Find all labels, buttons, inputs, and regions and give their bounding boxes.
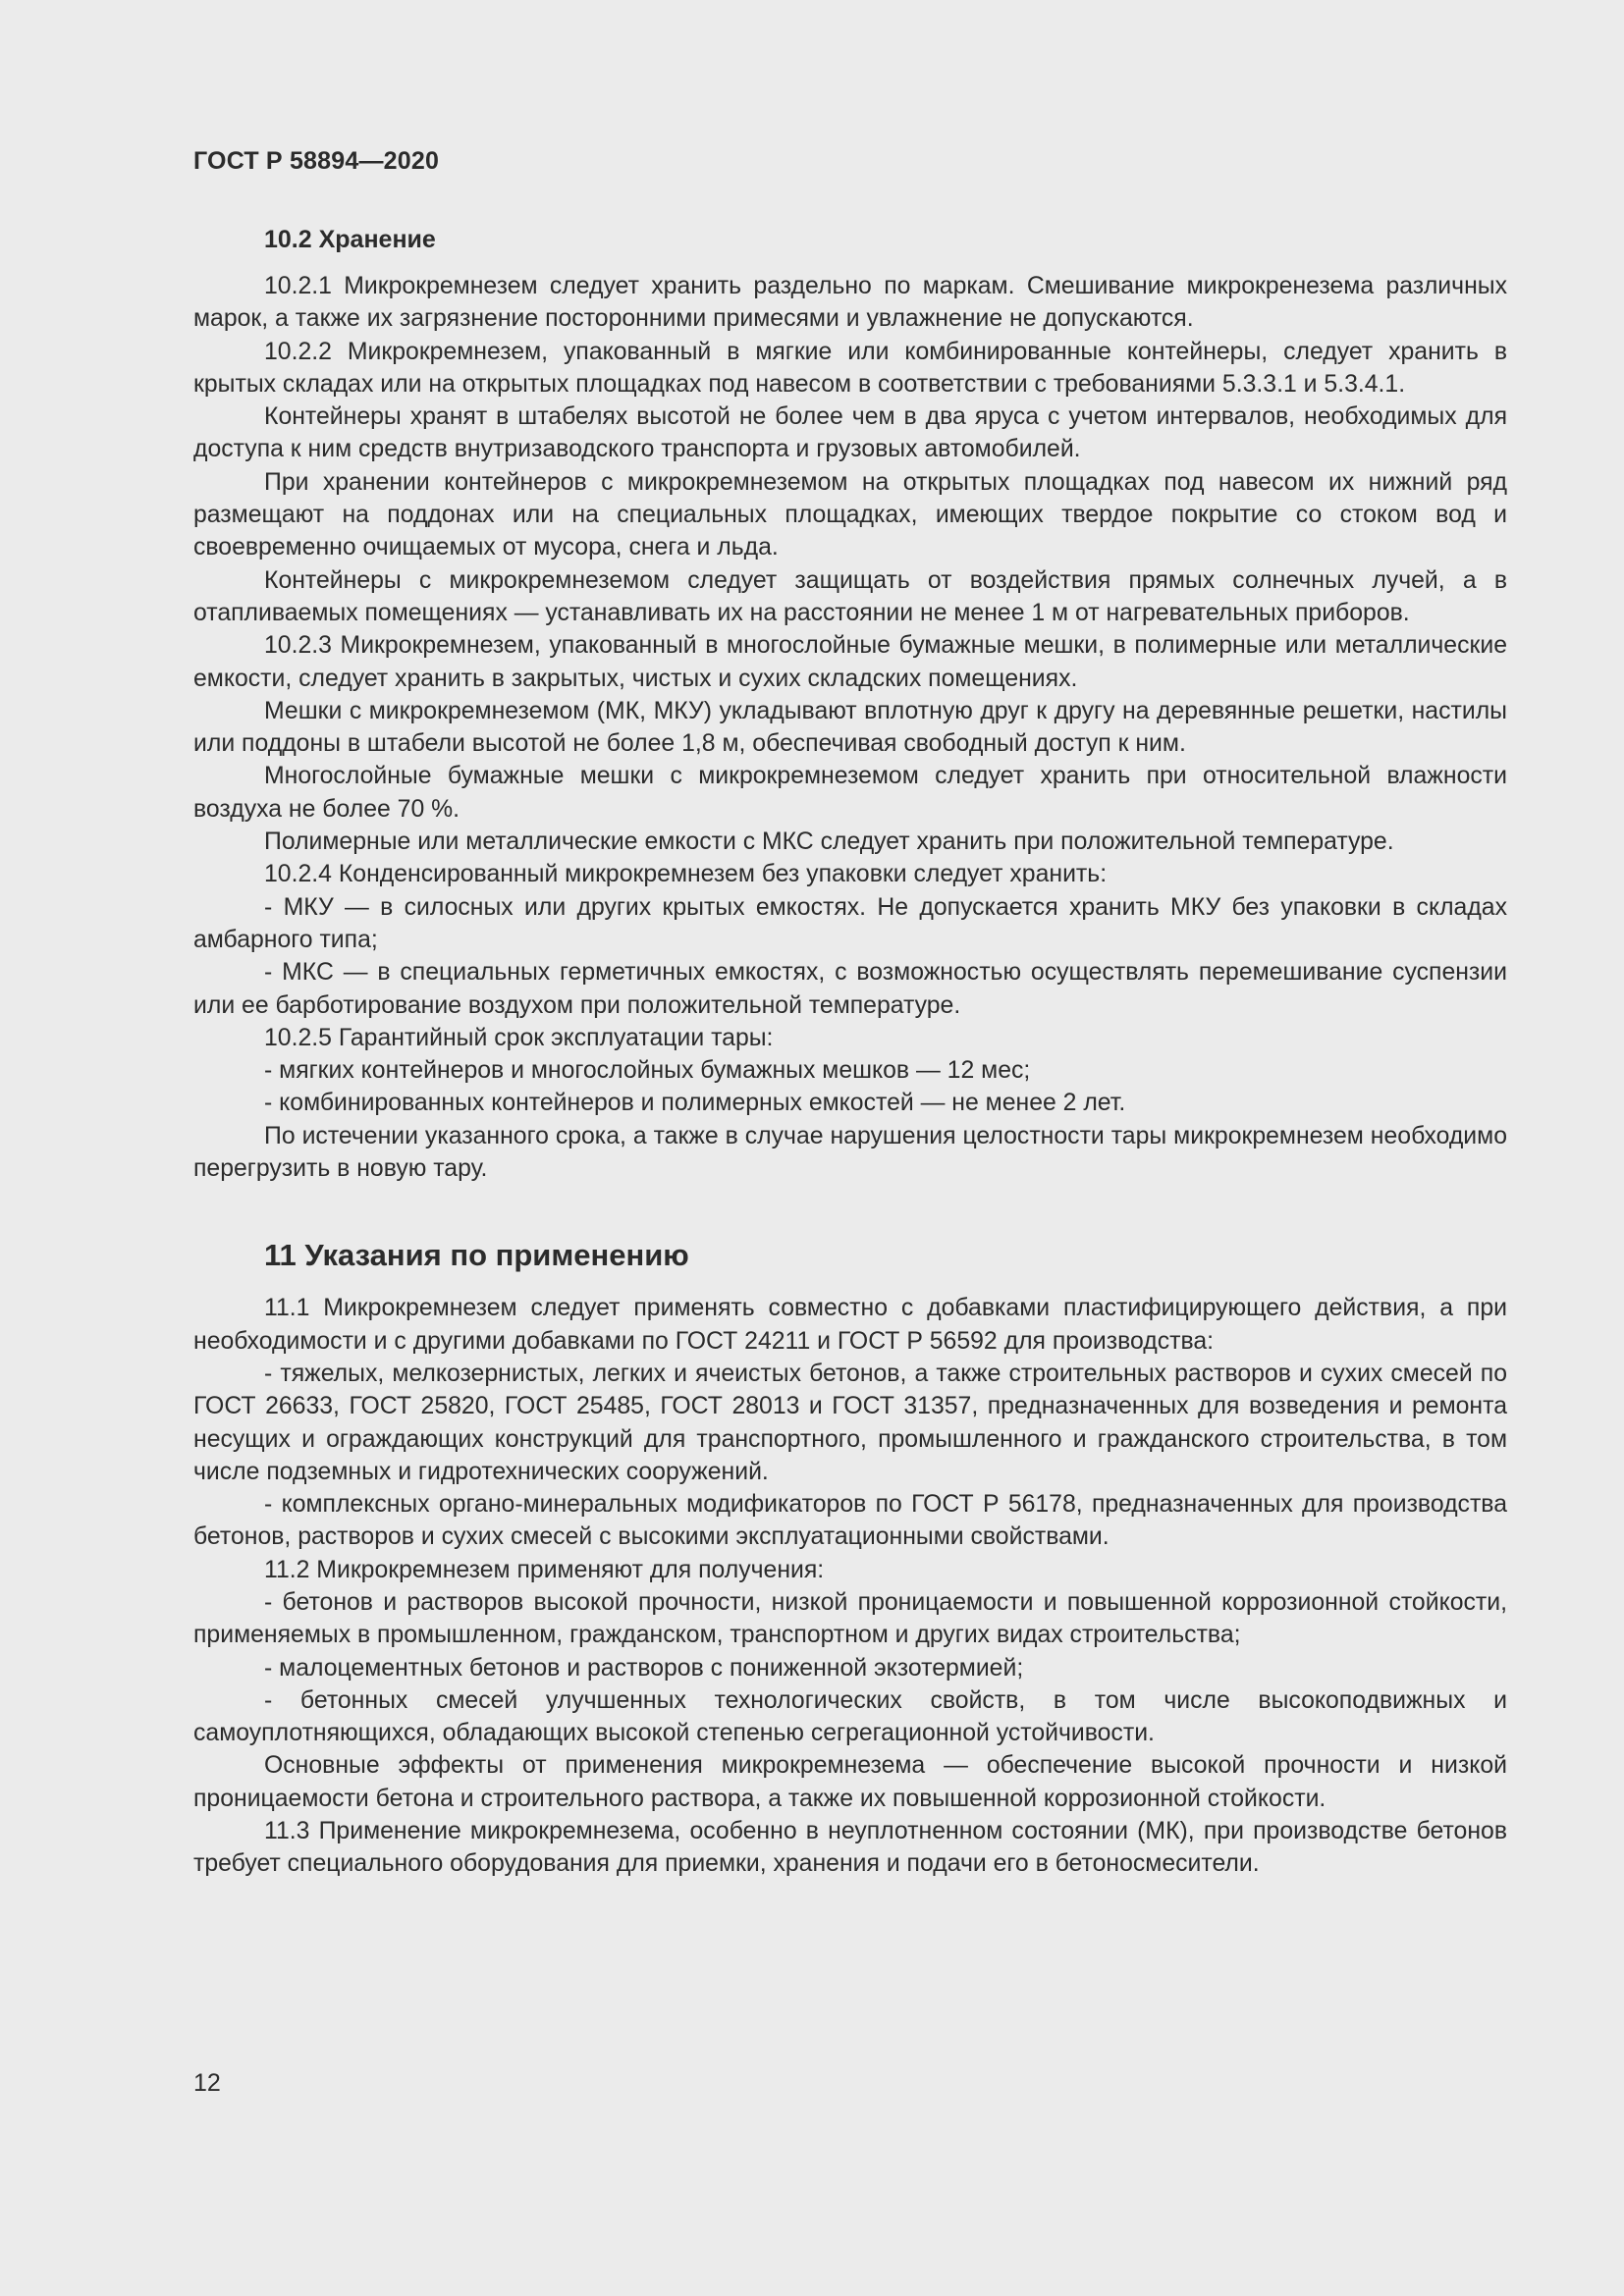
list-item: - комбинированных контейнеров и полимерных емкостей — не менее 2 лет. bbox=[264, 1090, 1126, 1117]
paragraph: 10.2.5 Гарантийный срок эксплуатации тары: bbox=[264, 1024, 774, 1051]
paragraph: 10.2.1 Микрокремнезем следует хранить раздельно по маркам. Смешивание микрокренезема различных марок, а также их загрязнение посторонними примесями и увлажнение не допускаются. bbox=[193, 273, 1507, 333]
section-10-2-text bbox=[193, 270, 1507, 1185]
document-body bbox=[193, 224, 1507, 1881]
list-item: - МКС — в специальных герметичных емкостях, с возможностью осуществлять перемешивание суспензии или ее барботирование воздухом при положительной температуре. bbox=[193, 959, 1507, 1019]
section-11-text bbox=[193, 1292, 1507, 1880]
paragraph: Полимерные или металлические емкости с МКС следует хранить при положительной температуре. bbox=[264, 828, 1394, 856]
list-item: - малоцементных бетонов и растворов с пониженной экзотермией; bbox=[264, 1654, 1024, 1682]
list-item: - тяжелых, мелкозернистых, легких и ячеистых бетонов, а также строительных растворов и сухих смесей по ГОСТ 26633, ГОСТ 25820, ГОСТ 25485, ГОСТ 28013 и ГОСТ 31357, предназначенных для возведения и ремонта несущих и ограждающих конструкций для транспортного, промышленного и гражданского строительства, в том числе подземных и гидротехнических сооружений. bbox=[193, 1360, 1507, 1485]
paragraph: Основные эффекты от применения микрокремнезема — обеспечение высокой прочности и низкой проницаемости бетона и строительного раствора, а также их повышенной коррозионной стойкости. bbox=[193, 1752, 1507, 1812]
paragraph: По истечении указанного срока, а также в случае нарушения целостности тары микрокремнезем необходимо перегрузить в новую тару. bbox=[193, 1122, 1507, 1183]
paragraph: 10.2.3 Микрокремнезем, упакованный в многослойные бумажные мешки, в полимерные или металлические емкости, следует хранить в закрытых, чистых и сухих складских помещениях. bbox=[193, 632, 1507, 692]
list-item: - мягких контейнеров и многослойных бумажных мешков — 12 мес; bbox=[264, 1057, 1031, 1085]
paragraph: Многослойные бумажные мешки с микрокремнеземом следует хранить при относительной влажности воздуха не более 70 %. bbox=[193, 763, 1507, 823]
list-item: - бетонов и растворов высокой прочности, низкой проницаемости и повышенной коррозионной стойкости, применяемых в промышленном, гражданском, транспортном и других видах строительства; bbox=[193, 1588, 1507, 1649]
section-10-2-heading: 10.2 Хранение bbox=[264, 226, 436, 253]
paragraph: 11.2 Микрокремнезем применяют для получения: bbox=[264, 1556, 825, 1583]
paragraph: При хранении контейнеров с микрокремнеземом на открытых площадках под навесом их нижний ряд размещают на поддонах или на специальных площадках, имеющих твердое покрытие со стоком вод и своевременно очищаемых от мусора, снега и льда. bbox=[193, 468, 1507, 561]
list-item: - МКУ — в силосных или других крытых емкостях. Не допускается хранить МКУ без упаковки в складах амбарного типа; bbox=[193, 893, 1507, 953]
paragraph: 10.2.2 Микрокремнезем, упакованный в мягкие или комбинированные контейнеры, следует хранить в крытых складах или на открытых площадках под навесом в соответствии с требованиями 5.3.3.1 и 5.3.4.1. bbox=[193, 338, 1507, 398]
paragraph: 11.1 Микрокремнезем следует применять совместно с добавками пластифицирующего действия, а при необходимости и с другими добавками по ГОСТ 24211 и ГОСТ Р 56592 для производства: bbox=[193, 1295, 1507, 1355]
paragraph: Контейнеры с микрокремнеземом следует защищать от воздействия прямых солнечных лучей, а в отапливаемых помещениях — устанавливать их на расстоянии не менее 1 м от нагревательных приборов. bbox=[193, 566, 1507, 626]
page-number: 12 bbox=[193, 2069, 221, 2097]
section-11-heading: 11 Указания по применению bbox=[264, 1238, 689, 1273]
paragraph: 11.3 Применение микрокремнезема, особенно в неуплотненном состоянии (МК), при производстве бетонов требует специального оборудования для приемки, хранения и подачи его в бетоносмесители. bbox=[193, 1818, 1507, 1878]
list-item: - комплексных органо-минеральных модификаторов по ГОСТ Р 56178, предназначенных для производства бетонов, растворов и сухих смесей с высокими эксплуатационными свойствами. bbox=[193, 1491, 1507, 1551]
document-header: ГОСТ Р 58894—2020 bbox=[193, 147, 440, 175]
paragraph: Контейнеры хранят в штабелях высотой не более чем в два яруса с учетом интервалов, необходимых для доступа к ним средств внутризаводского транспорта и грузовых автомобилей. bbox=[193, 403, 1507, 463]
list-item: - бетонных смесей улучшенных технологических свойств, в том числе высокоподвижных и самоуплотняющихся, обладающих высокой степенью сегрегационной устойчивости. bbox=[193, 1686, 1507, 1747]
paragraph: 10.2.4 Конденсированный микрокремнезем без упаковки следует хранить: bbox=[264, 861, 1108, 888]
paragraph: Мешки с микрокремнеземом (МК, МКУ) укладывают вплотную друг к другу на деревянные решетки, настилы или поддоны в штабели высотой не более 1,8 м, обеспечивая свободный доступ к ним. bbox=[193, 697, 1507, 758]
